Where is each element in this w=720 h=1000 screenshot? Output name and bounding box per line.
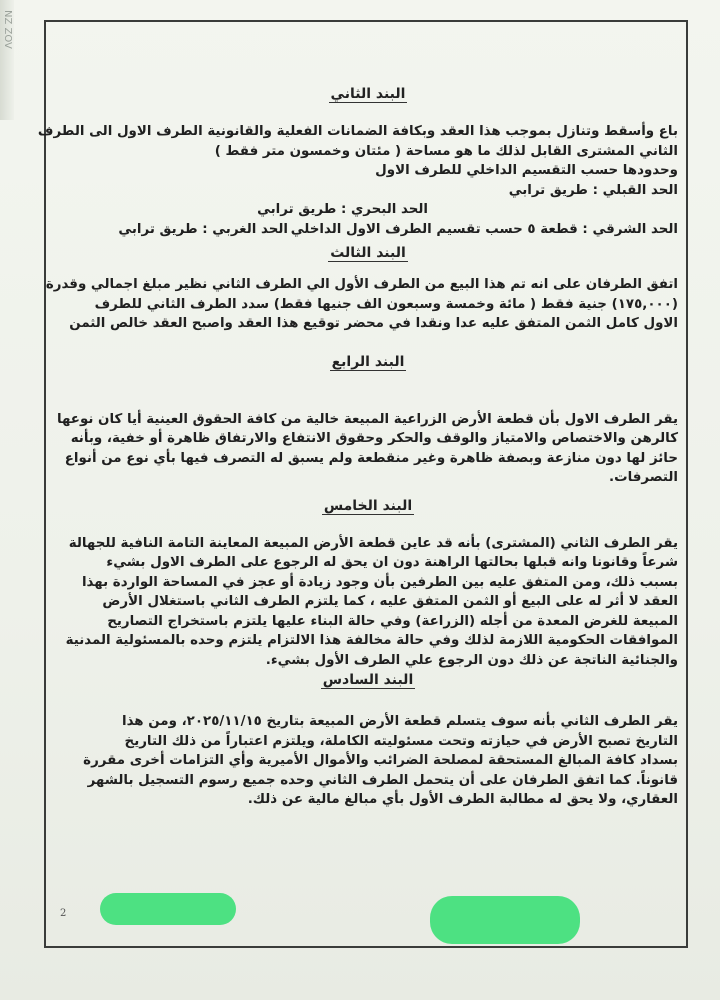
clause-5-line: المبيعة للغرض المعدة من أجله (الزراعة) وفي حالة البناء عليها يلتزم باستخراج التصاريح [107,613,678,629]
clause-6-text [58,712,678,810]
clause-5-line: يقر الطرف الثاني (المشترى) بأنه قد عاين قطعة الأرض المبيعة المعاينة التامة النافية للجهالة [68,535,678,551]
clause-2-heading: البند الثاني [330,86,406,102]
clause-5-line: العقد لا أثر له على البيع أو الثمن المتفق عليه ، كما يلتزم الطرف الثاني باستغلال الأرض [102,594,678,609]
clause-2-line: الحد القبلي : طريق ترابي [508,182,678,198]
boundary-row [58,200,678,220]
clause-4-heading: البند الرابع [331,353,405,370]
boundary-north: الحد البحري : طريق ترابي [257,202,428,217]
clause-4-line: يقر الطرف الاول بأن قطعة الأرض الزراعية المبيعة خالية من كافة الحقوق العينية أيا كان نوعها [56,411,678,427]
clause-4-line: حائز لها دون منازعة وبصفة ظاهرة وغير منقطعة ولم يسبق له التصرف فيها بأي نوع من أنواع [64,450,678,466]
clause-6-heading: البند السادس [322,672,414,688]
clause-3-text [45,275,678,334]
clause-3-line: اتفق الطرفان على انه تم هذا البيع من الطرف الأول الي الطرف الثاني نظير مبلغ اجمالي وقدرة [45,277,678,292]
clause-4-line: التصرفات. [609,470,678,485]
page-edge [0,0,14,120]
boundary-row [58,220,678,240]
clause-5-line: والجنائية الناتجة عن ذلك دون الرجوع علي الطرف الأول بشيء. [265,652,678,668]
clause-2-line: الثاني المشترى القابل لذلك ما هو مساحة ( مئتان وخمسون متر فقط ) [214,143,678,159]
clause-6-line: بسداد كافة المبالغ المستحقة لمصلحة الضرائب والأموال الأميرية وأي التزامات أخرى مقررة [83,753,678,768]
clause-6-line: يقر الطرف الثاني بأنه سوف يتسلم قطعة الأرض المبيعة بتاريخ ٢٠٢٥/١١/١٥، ومن هذا [121,714,678,729]
clause-5-heading: البند الخامس [323,497,413,514]
clause-5-line: شرعاً وقانونا وانه قبلها بحالتها الراهنة دون ان يحق له الرجوع على الطرف الاول بشيء [106,555,678,570]
clause-3-line: الاول كامل الثمن المتفق عليه عدا ونقدا في محضر توقيع هذا العقد واصبح العقد خالص الثمن [69,316,678,331]
contract-body [37,84,678,810]
redaction-mark-right [430,896,580,944]
clause-2-line: باع وأسقط وتنازل بموجب هذا العقد وبكافة الضمانات الفعلية والقانونية الطرف الاول الى الطرف [37,124,678,139]
clause-5-line: الموافقات الحكومية اللازمة لذلك وفي حالة مخالفة هذا الالتزام يلتزم وحده بالمسئولية المدنية [65,633,678,648]
clause-2-line: وحدودها حسب التقسيم الداخلي للطرف الاول [375,163,678,178]
clause-4-text [58,410,678,488]
clause-6-line: العقاري، ولا يحق له مطالبة الطرف الأول بأي مبالغ مالية عن ذلك. [247,792,678,807]
boundary-cell [428,200,678,220]
clause-2-text [37,122,678,239]
clause-3-heading: البند الثالث [330,245,406,261]
clause-5-text [58,534,678,671]
page-number: 2 [60,908,67,919]
clause-4-line: كالرهن والاختصاص والامتياز والوقف والحكر وحقوق الانتفاع والارتفاق ظاهرة أو خفية، وبأنه [70,431,678,446]
edge-text: NZ ZOV [2,10,13,49]
boundary-east: الحد الشرقي : قطعة ٥ حسب تقسيم الطرف الاول الداخلي [290,221,678,237]
clause-5-line: بسبب ذلك، ومن المتفق عليه بين الطرفين بأن وجود زيادة أو عجز في المساحة الواردة بهذا [81,574,678,590]
clause-3-line: (١٧٥,٠٠٠) جنية فقط ( مائة وخمسة وسبعون الف جنيها فقط) سدد الطرف الثاني للطرف [94,296,678,312]
redaction-mark-left [100,893,236,925]
clause-6-line: التاريخ تصبح الأرض في حيازته وتحت مسئوليته الكاملة، ويلتزم اعتباراً من ذلك التاريخ [124,733,678,749]
clause-6-line: قانوناً. كما اتفق الطرفان على أن يتحمل الطرف الثاني وحده جميع رسوم التسجيل بالشهر [87,772,678,788]
boundary-west: الحد الغربي : طريق ترابي [118,221,288,237]
